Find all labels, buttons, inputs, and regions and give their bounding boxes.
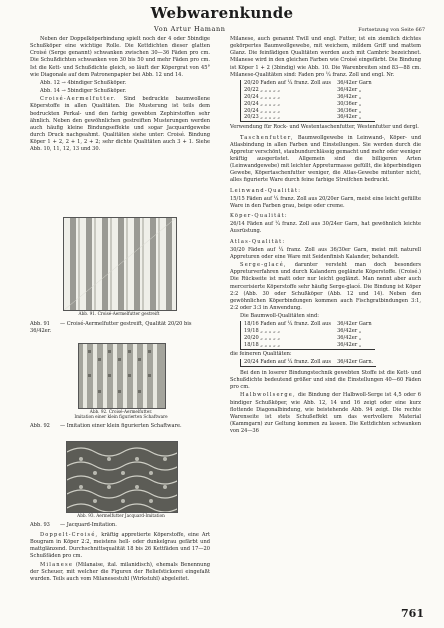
paragraph: Verwendung für Rock- und Westentaschenfutter, Westenfutter und dergl.	[230, 124, 419, 131]
list-item: Abb. 14 → 5bindiger Schußköper.	[40, 88, 127, 95]
milanese-quality-table	[240, 80, 375, 122]
table-cell: 36/42er „	[337, 342, 362, 348]
abb-92-description	[30, 423, 210, 430]
figure-91-image	[63, 217, 177, 311]
figure-92-caption	[68, 409, 174, 419]
table-cell: 30/36er „	[337, 100, 362, 107]
table-cell: 36/36er „	[337, 107, 362, 114]
table-cell: 20/24 „ „ „ „ „	[244, 100, 280, 107]
paragraph: 15/15 Fäden auf ¼ franz. Zoll aus 20/20er Garn, meist eine leicht gefüllte Ware in den Farben grau, beige oder creme.	[230, 195, 421, 209]
figure-91-caption: Abb. 91. Croisé-Aermelfutter gestreift	[78, 311, 160, 316]
term: Milanese	[40, 561, 74, 568]
table-row	[241, 80, 375, 87]
table-row	[241, 328, 375, 335]
table-row	[241, 359, 377, 366]
figure-93-image	[66, 441, 178, 513]
paragraph	[30, 562, 210, 583]
paragraph	[230, 262, 421, 312]
abb-text: — Jacquard-Imitation.	[60, 522, 117, 528]
continuation-note: Fortsetzung von Seite 667	[358, 27, 425, 33]
paragraph: Die Baumwoll-Qualitäten sind:	[240, 313, 319, 320]
table-cell: 20/24 „ „ „ „ „	[244, 93, 280, 100]
figure-92-caption-line2: Imitation einer klein figurierten Schaftware	[74, 414, 168, 419]
table-cell: 36/42er Garn	[337, 321, 372, 328]
subheading: Atlas-Qualität:	[230, 238, 286, 245]
right-column	[230, 36, 421, 436]
table-cell: 20/22 „ „ „ „ „	[244, 86, 280, 93]
page-number: 761	[401, 607, 424, 620]
paragraph	[230, 135, 421, 185]
abb-number: Abb. 91	[30, 321, 50, 327]
paragraph	[230, 392, 421, 435]
table-row	[241, 321, 375, 328]
table-cell: 20/24 Faden auf ¼ franz. Zoll aus	[244, 359, 332, 366]
term: Doppelt-Croisé,	[40, 532, 99, 538]
table-cell: 20/23 „ „ „ „ „	[244, 114, 280, 121]
jacquard-fabric-image	[67, 442, 177, 512]
paragraph-text: die Bindung der Halbwoll-Serge ist 4,5 oder 6 bindiger Schußköper, wie Abb. 12, 14 und 16 zeigt oder eine kurz flottende Diagonalbindung, wie beistehende Abb. 94 zeigt. Die rechte Warenseite ist stets Schußeffekt um das wertvollere Material (Kammgarn) zur Geltung kommen zu lassen. Die Kettdichten schwanken von 24—36	[230, 392, 421, 435]
cotton-quality-table	[240, 321, 375, 350]
striped-fabric-image	[64, 218, 176, 310]
table-row	[241, 335, 375, 342]
table-row	[241, 87, 375, 94]
figure-92-image	[78, 343, 166, 409]
table-cell: 20/20 Faden auf ¼ franz. Zoll aus	[244, 79, 332, 86]
table-cell: 18/18 „ „ „ „ „	[244, 342, 280, 348]
table-row	[241, 114, 375, 121]
table-cell: 36/42er „	[337, 93, 362, 100]
fine-quality-table	[240, 359, 376, 367]
paragraph-text: (Milanaise, ital. milanidisch), ehemals Benennung der Scheuer, mit welcher die Figuren der Reliefstickerei eingefaßt wurden. Teils auch vom Milanesestuhl (Wirkstuhl) abgeleitet.	[30, 561, 210, 582]
paragraph-text: darunter versteht man doch besonders Appreturverfahren und durch Kalandern geglänzte Köperstoffe. (Croisé.) Die Rückseite ist matt oder nur leicht geglänzt. Man nennt aber auch mercerisierte Köperstoffe sehr häufig Serge-glacé. Die Bindung ist Köper 2:2 (Abb. 30 oder Schußköper (Abb. 12 und 14). Neben den gewöhnlichen Köperbindungen kommen auch Fischgratbindungen 3:1, 2:2 oder 3:3 in Anwendung.	[230, 262, 421, 311]
term: Serge-glacé,	[240, 262, 287, 269]
table-cell: 36/42er „	[337, 328, 362, 335]
abb-number: Abb. 93	[30, 522, 50, 528]
figure-93-caption: Abb. 93. Aermelfutter Jacquard-Imitation	[77, 513, 165, 518]
subheading: Leinwand-Qualität:	[230, 187, 302, 194]
table-cell: 36/42er „	[337, 86, 362, 93]
term: Halbwollserge,	[240, 392, 296, 399]
paragraph: die feineren Qualitäten:	[230, 350, 292, 357]
abb-number: Abb. 92	[30, 423, 50, 429]
table-row	[241, 342, 375, 349]
table-cell: 19/18 „ „ „ „ „	[244, 328, 280, 335]
paragraph: Bei den in loserer Bindungstechnik gewebten Stoffe ist die Kett- und Schußdichte bedeutend größer und sind die Einstellungen 40—60 Fäden pro cm.	[230, 369, 421, 391]
paragraph: 30/20 Fäden auf ¼ franz. Zoll aus 36/30er Garn, meist mit naturell Appreturen oder eine Ware mit Seidenfinish Kalander, behandelt.	[230, 246, 421, 260]
paragraph-text: kräftig appretierte Köperstoffe, eine Art Bougram in Köper 2:2, meistens hell- oder dunkelgrau gefärbt und mattglänzend. Durchschnittsqualität 18 bis 26 Kettfäden und 17—20 Schußfäden pro cm.	[30, 532, 210, 560]
table-row	[241, 101, 375, 108]
figure-92-caption-line1: Abb. 92. Croisé-Aermelfutter.	[89, 409, 153, 414]
table-cell: 18/16 Faden auf ¼ franz. Zoll aus	[244, 321, 332, 328]
paragraph: 26/14 Fäden auf ¼ franz. Zoll aus 30/24er Garn, hat gewöhnlich leichte Ausrüstung.	[230, 221, 421, 235]
left-column-bottom	[30, 532, 210, 584]
table-cell: 36/42er Garn	[337, 79, 372, 86]
table-row	[241, 108, 375, 115]
table-cell: 36/42er Garn.	[337, 359, 374, 366]
abb-91-description	[30, 321, 210, 335]
table-row	[241, 94, 375, 101]
paragraph	[30, 96, 210, 153]
figured-fabric-image	[79, 344, 165, 408]
subheading: Köper-Qualität:	[230, 213, 288, 220]
list-item: Abb. 12 → 4bindiger Schußköper.	[40, 79, 127, 86]
abb-93-description	[30, 522, 210, 529]
term: Croisé-Aermelfutter.	[40, 96, 117, 103]
table-cell: 36/42er „	[337, 335, 362, 342]
term: Taschenfutter,	[240, 134, 294, 141]
table-cell: 20/24 „ „ „ „ „	[244, 107, 280, 114]
paragraph	[30, 532, 210, 561]
abb-text: — Croisé-Aermelfutter gestreift, Qualität 20/20 bis 36/42er.	[30, 321, 192, 334]
left-column	[30, 36, 210, 155]
paragraph: Neben der Doppelköperbindung spielt noch der 4 oder 5bindige Schußköper eine wichtige Rolle. Die Kettdichten dieser glatten Croisé (Serge genannt) schwanken zwischen 30—36 Fäden pro cm. Die Schußdichten schwanken von 30 bis 50 und mehr Fäden pro cm. Ist die Kett- und Schußdichte gleich, so läuft der Köpergrat von 45° wie Diagonale auf dem Patronenpapier bei Abb. 12 und 14.	[30, 36, 210, 78]
abb-text: — Imitation einer klein figurierten Schaftware.	[60, 423, 182, 429]
page-title: Webwarenkunde	[150, 4, 294, 22]
paragraph: Milanese, auch genannt Twill und engl. Futter, ist ein ziemlich dichtes gekörpertes Baumwollgewebe, mit weichem, mildem Griff und mattem Glanz. Die feinfädigen Qualitäten werden auch mit Cambric bezeichnet. Milanese wird in den gleichen Farben wie Croisé eingefärbt. Die Bindung ist Köper 1 + 2 (3bindig) wie Abb. 10. Die Warenbreiten sind 83—88 cm. Milanese-Qualitäten sind: Faden pro ¼ franz. Zoll und engl. Nr.	[230, 36, 421, 78]
paragraph-text: Baumwollgewebe in Leinwand-, Köper- und Atlasbindung in allen Farben und Einstellungen. Sie werden durch die Appretur verschönt, staubundurchlässig gemacht und mehr oder weniger kräftig ausgerüstet. Allgemein sind die billigeren Arten (Leinwandgewebe) mit leichter Appreturmasse gefüllt, die köperbindigen Gewebe, Köpertaschenfutter weniger, die Atlas-Gewebe mitunter nicht, alles figurierte Ware durch feine farbige Streifchen bedruckt.	[230, 134, 422, 184]
author-line: Von Artur Hamann	[154, 25, 226, 33]
table-cell: 20/20 „ „ „ „ „	[244, 335, 280, 342]
table-cell: 36/42er „	[337, 114, 362, 121]
paragraph-text: Sind bedruckte baumwollene Köperstoffe in allen Qualitäten. Die Musterung ist teils dem bedruckten Perkal- und den farbig gewebten Zephirstoffen sehr ähnlich. Neben den gewöhnlichen gestreiften Musterungen werden auch häufig kleine Bindungseffekte und sogar Jacquardgewebe durch Druck nachgeahmt. Qualitäten siehe unter: Croisé. Bindung Köper 1 + 2, 2 + 1, 2 + 2; sehr dichte Qualitäten auch 3 + 1. Siehe Abb. 10, 11, 12, 13 und 30.	[30, 96, 210, 153]
